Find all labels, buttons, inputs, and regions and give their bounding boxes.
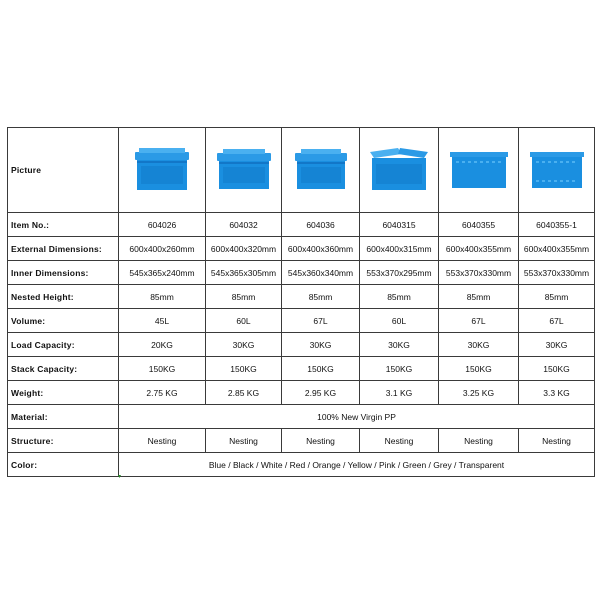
- stack-capacity-row: [8, 357, 595, 381]
- cell: 67L: [519, 309, 595, 333]
- cell: 85mm: [206, 285, 282, 309]
- cell: 545x365x240mm: [119, 261, 206, 285]
- inner-dimensions-row: [8, 261, 595, 285]
- row-label: Nested Height:: [8, 285, 119, 309]
- cell: 85mm: [282, 285, 360, 309]
- cell: 150KG: [360, 357, 439, 381]
- row-label: Weight:: [8, 381, 119, 405]
- blue-crate-vented-icon: [528, 150, 586, 190]
- color-value: Blue / Black / White / Red / Orange / Yellow / Pink / Green / Grey / Transparent: [119, 453, 595, 477]
- blue-crate-lid-icon: [129, 148, 195, 192]
- color-label: Color:: [8, 453, 119, 477]
- weight-row: [8, 381, 595, 405]
- cell: 604026: [119, 213, 206, 237]
- cell: 604036: [282, 213, 360, 237]
- cell: 3.3 KG: [519, 381, 595, 405]
- cell: 3.25 KG: [439, 381, 519, 405]
- external-dimensions-row: [8, 237, 595, 261]
- crate-image-6: [519, 128, 595, 213]
- cell: 150KG: [282, 357, 360, 381]
- row-label: Load Capacity:: [8, 333, 119, 357]
- blue-crate-open-lid-icon: [368, 148, 430, 192]
- cell: 600x400x355mm: [519, 237, 595, 261]
- cell: 6040355-1: [519, 213, 595, 237]
- cell: 60L: [360, 309, 439, 333]
- cell: 30KG: [519, 333, 595, 357]
- crate-image-5: [439, 128, 519, 213]
- volume-row: [8, 309, 595, 333]
- item-number-row: [8, 213, 595, 237]
- cell: 6040315: [360, 213, 439, 237]
- color-row: [8, 453, 595, 477]
- row-label: Stack Capacity:: [8, 357, 119, 381]
- cell: 85mm: [519, 285, 595, 309]
- cell: 600x400x320mm: [206, 237, 282, 261]
- cell: 150KG: [439, 357, 519, 381]
- row-label: External Dimensions:: [8, 237, 119, 261]
- crate-image-1: [119, 128, 206, 213]
- spec-table: [7, 127, 595, 477]
- cell: Nesting: [439, 429, 519, 453]
- cell: Nesting: [206, 429, 282, 453]
- cell: 545x365x305mm: [206, 261, 282, 285]
- cell: 20KG: [119, 333, 206, 357]
- load-capacity-row: [8, 333, 595, 357]
- cell: 2.95 KG: [282, 381, 360, 405]
- cell: 30KG: [360, 333, 439, 357]
- cell: 150KG: [206, 357, 282, 381]
- cell: 6040355: [439, 213, 519, 237]
- cell: 45L: [119, 309, 206, 333]
- cell: 2.75 KG: [119, 381, 206, 405]
- structure-label: Structure:: [8, 429, 119, 453]
- cell: 600x400x355mm: [439, 237, 519, 261]
- blue-crate-lid-icon: [291, 149, 351, 191]
- cell: 85mm: [119, 285, 206, 309]
- cell: 600x400x360mm: [282, 237, 360, 261]
- cell: 553x370x330mm: [519, 261, 595, 285]
- cell: 67L: [439, 309, 519, 333]
- cell: 553x370x330mm: [439, 261, 519, 285]
- cell: 30KG: [282, 333, 360, 357]
- cell: 150KG: [119, 357, 206, 381]
- cell: 3.1 KG: [360, 381, 439, 405]
- picture-label: Picture: [8, 128, 119, 213]
- cell: Nesting: [119, 429, 206, 453]
- cell: 604032: [206, 213, 282, 237]
- cell: 600x400x315mm: [360, 237, 439, 261]
- blue-crate-lid-icon: [213, 149, 275, 191]
- cell: 85mm: [439, 285, 519, 309]
- row-label: Inner Dimensions:: [8, 261, 119, 285]
- cell: 600x400x260mm: [119, 237, 206, 261]
- cell: Nesting: [282, 429, 360, 453]
- cell: Nesting: [519, 429, 595, 453]
- spec-table-container: [7, 127, 594, 477]
- material-value: 100% New Virgin PP: [119, 405, 595, 429]
- cell: 67L: [282, 309, 360, 333]
- cell: 553x370x295mm: [360, 261, 439, 285]
- crate-image-4: [360, 128, 439, 213]
- cell: 30KG: [439, 333, 519, 357]
- cell: Nesting: [360, 429, 439, 453]
- cell: 60L: [206, 309, 282, 333]
- crate-image-2: [206, 128, 282, 213]
- nested-height-row: [8, 285, 595, 309]
- material-label: Material:: [8, 405, 119, 429]
- blue-crate-vented-icon: [448, 150, 510, 190]
- structure-row: [8, 429, 595, 453]
- cell: 150KG: [519, 357, 595, 381]
- picture-row: [8, 128, 595, 213]
- material-row: [8, 405, 595, 429]
- crate-image-3: [282, 128, 360, 213]
- cell: 2.85 KG: [206, 381, 282, 405]
- corner-mark: ▾: [118, 474, 122, 480]
- row-label: Volume:: [8, 309, 119, 333]
- cell: 545x360x340mm: [282, 261, 360, 285]
- cell: 85mm: [360, 285, 439, 309]
- row-label: Item No.:: [8, 213, 119, 237]
- cell: 30KG: [206, 333, 282, 357]
